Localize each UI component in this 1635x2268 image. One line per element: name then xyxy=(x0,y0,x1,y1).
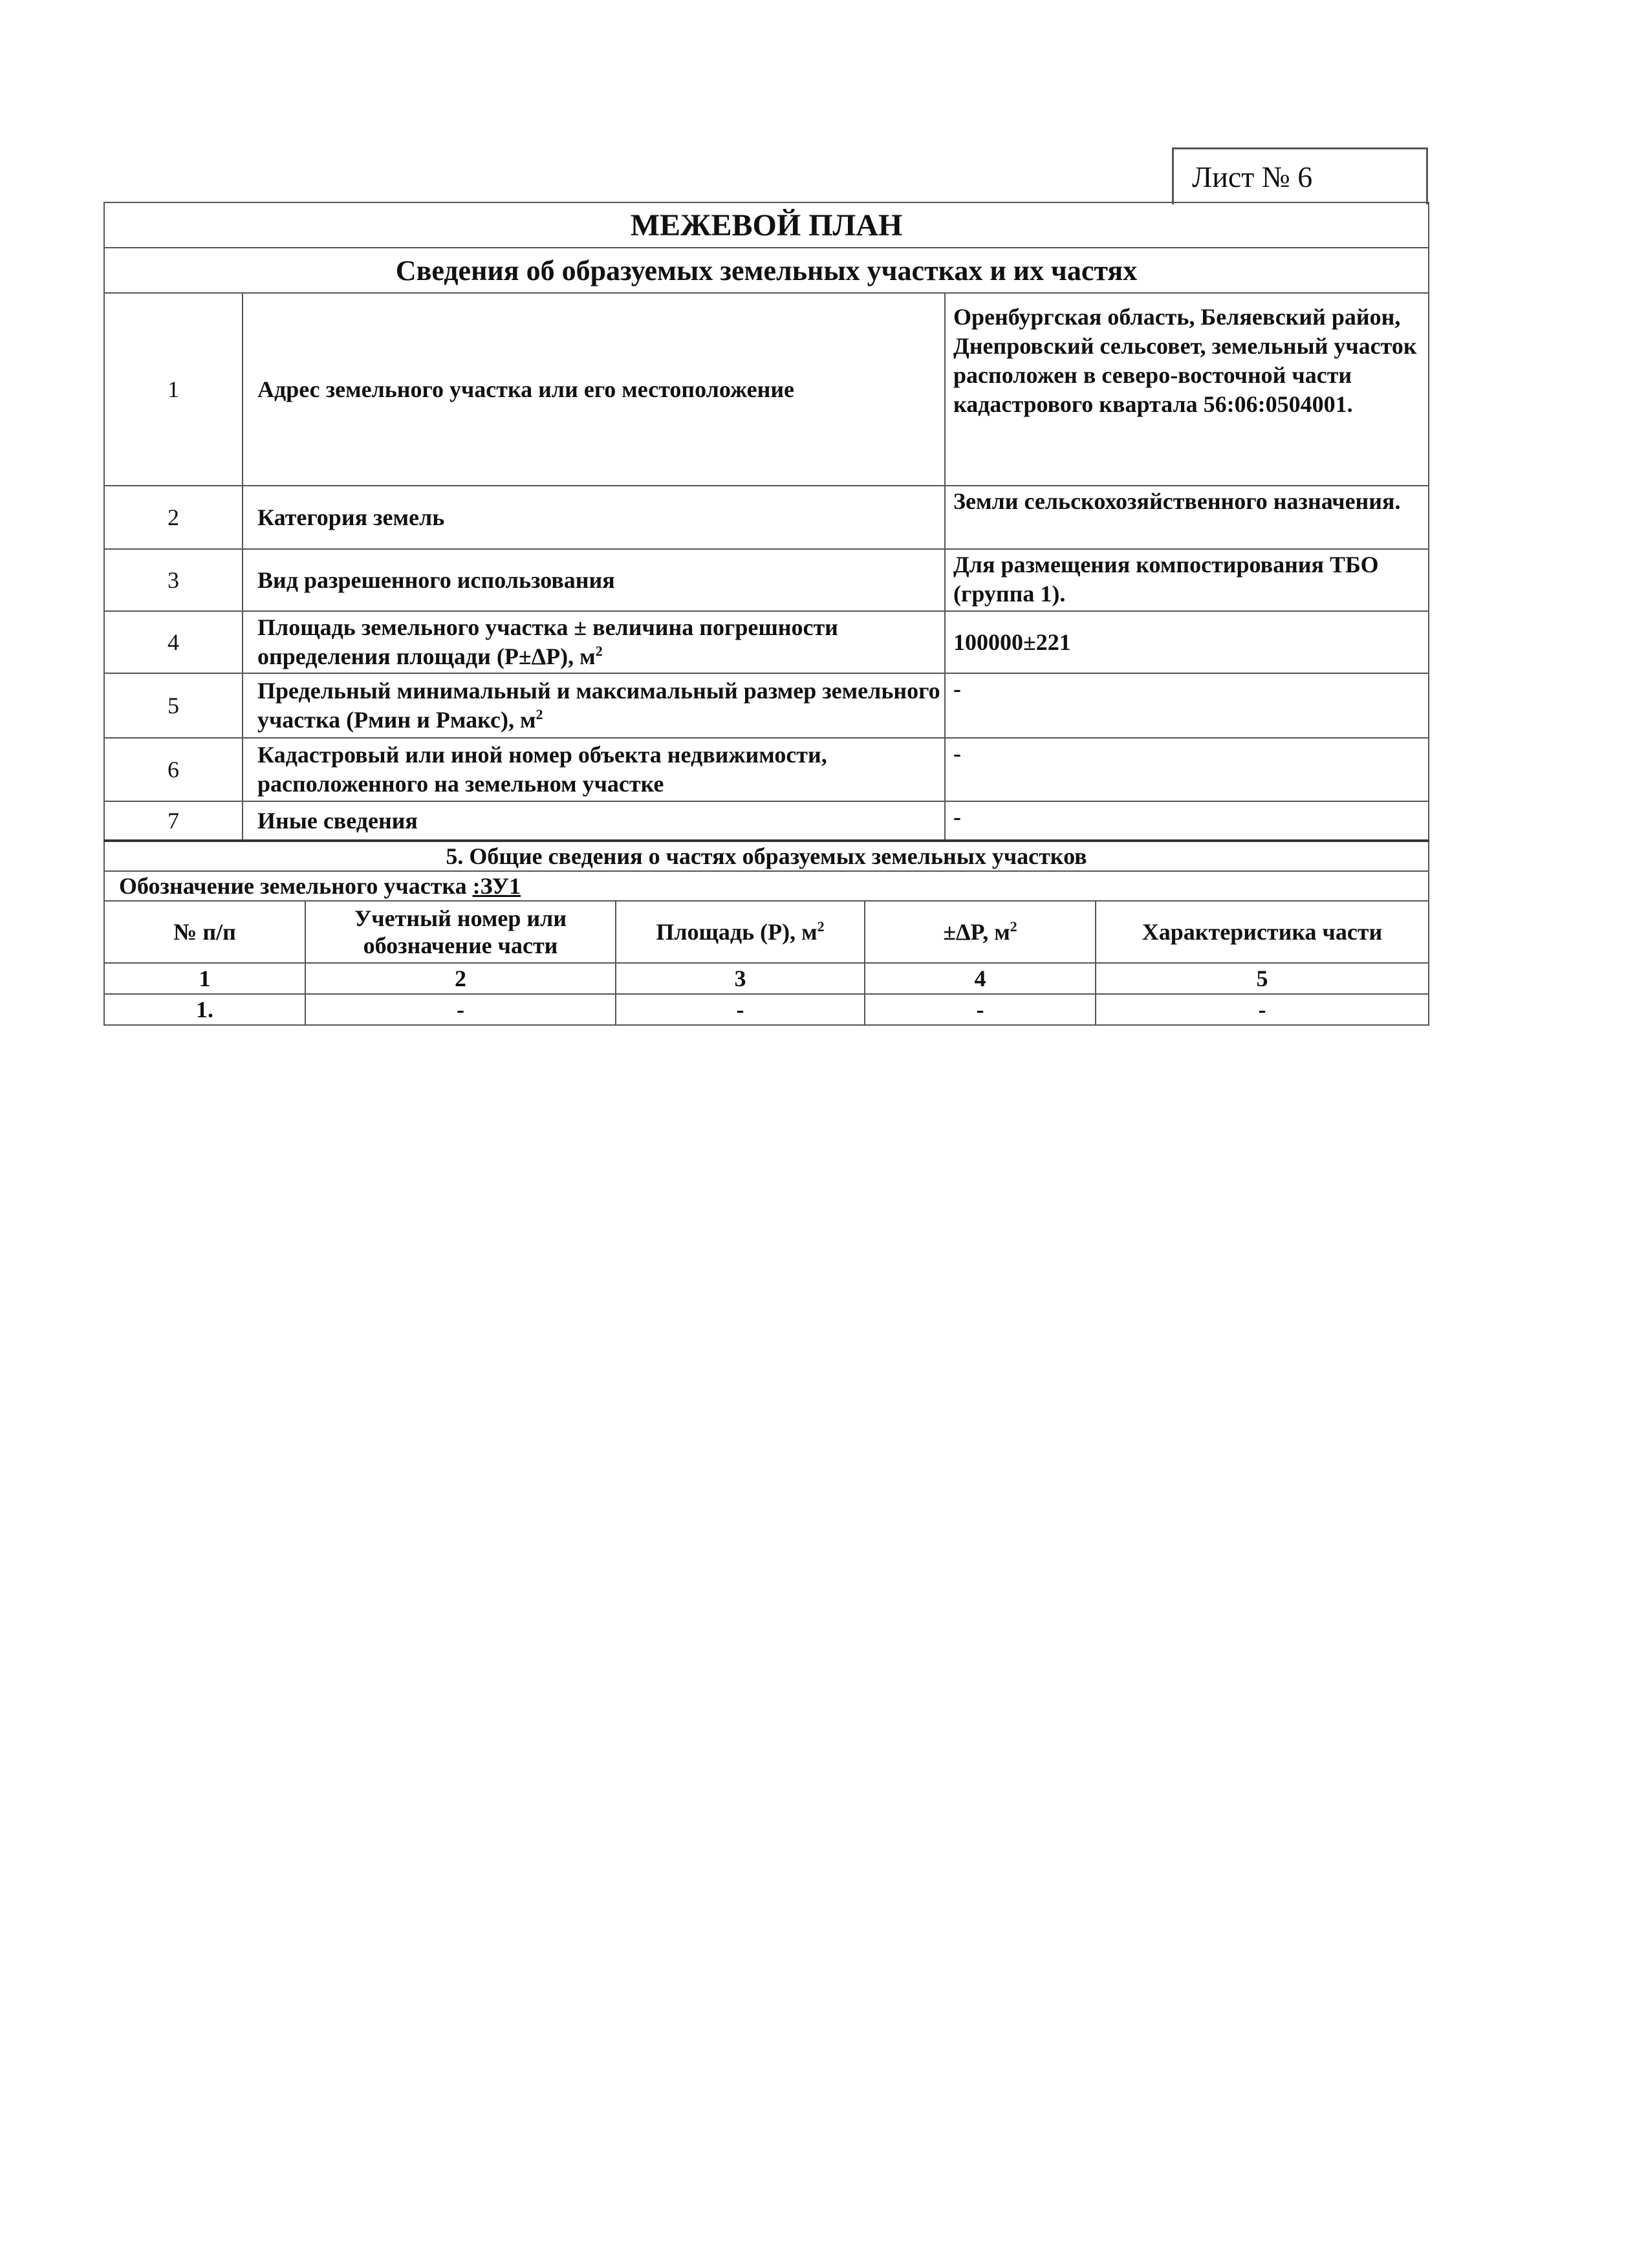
column-header-row xyxy=(104,901,1429,963)
row-number: 4 xyxy=(104,611,243,673)
sheet-number: Лист № 6 xyxy=(1172,147,1428,204)
column-number: 5 xyxy=(1096,963,1429,994)
table-row xyxy=(104,673,1429,738)
row-label: Предельный минимальный и максимальный размер земельного участка (Pмин и Pмакс), $м^2$ xyxy=(243,673,945,738)
row-number: 2 xyxy=(104,486,243,549)
column-header: Характеристика части xyxy=(1096,901,1429,963)
row-value: - xyxy=(945,801,1429,840)
row-label: Кадастровый или иной номер объекта недвижимости, расположенного на земельном участке xyxy=(243,738,945,801)
column-number: 2 xyxy=(305,963,616,994)
row-number: 6 xyxy=(104,738,243,801)
column-header: Учетный номер или обозначение части xyxy=(305,901,616,963)
table-row xyxy=(104,994,1429,1025)
section-title: 5. Общие сведения о частях образуемых земельных участков xyxy=(104,841,1429,871)
parcel-designation-value: :ЗУ1 xyxy=(472,873,521,899)
table-row xyxy=(104,293,1429,486)
row-label: Вид разрешенного использования xyxy=(243,549,945,611)
column-number-row xyxy=(104,963,1429,994)
table-cell: - xyxy=(305,994,616,1025)
column-number: 1 xyxy=(104,963,305,994)
row-number: 3 xyxy=(104,549,243,611)
row-number: 1 xyxy=(104,293,243,486)
document-title: МЕЖЕВОЙ ПЛАН xyxy=(104,202,1429,248)
row-value: Оренбургская область, Беляевский район, Днепровский сельсовет, земельный участок расположен в северо-восточной части кадастрового квартала 56:06:0504001. xyxy=(945,293,1429,486)
row-value: 100000±221 xyxy=(945,611,1429,673)
row-label: Иные сведения xyxy=(243,801,945,840)
main-table xyxy=(103,202,1429,841)
row-value: Земли сельскохозяйственного назначения. xyxy=(945,486,1429,549)
column-number: 4 xyxy=(865,963,1096,994)
row-value: - xyxy=(945,673,1429,738)
column-number: 3 xyxy=(616,963,865,994)
column-header: ±ΔP, $м^2$ xyxy=(865,901,1096,963)
parcel-designation: Обозначение земельного участка :ЗУ1 xyxy=(104,871,1429,901)
table-row xyxy=(104,738,1429,801)
table-cell: 1. xyxy=(104,994,305,1025)
table-cell: - xyxy=(865,994,1096,1025)
row-label: Адрес земельного участка или его местоположение xyxy=(243,293,945,486)
row-label: Площадь земельного участка ± величина погрешности определения площади (P±ΔP), $м^2$ xyxy=(243,611,945,673)
row-number: 7 xyxy=(104,801,243,840)
parts-table xyxy=(103,839,1429,1026)
column-header: № п/п xyxy=(104,901,305,963)
document-subtitle: Сведения об образуемых земельных участках и их частях xyxy=(104,248,1429,293)
table-row xyxy=(104,486,1429,549)
row-value: Для размещения компостирования ТБО (группа 1). xyxy=(945,549,1429,611)
table-row xyxy=(104,801,1429,840)
column-header: Площадь (P), $м^2$ xyxy=(616,901,865,963)
row-label: Категория земель xyxy=(243,486,945,549)
table-row xyxy=(104,549,1429,611)
row-number: 5 xyxy=(104,673,243,738)
row-value: - xyxy=(945,738,1429,801)
table-cell: - xyxy=(616,994,865,1025)
table-cell: - xyxy=(1096,994,1429,1025)
table-row xyxy=(104,611,1429,673)
